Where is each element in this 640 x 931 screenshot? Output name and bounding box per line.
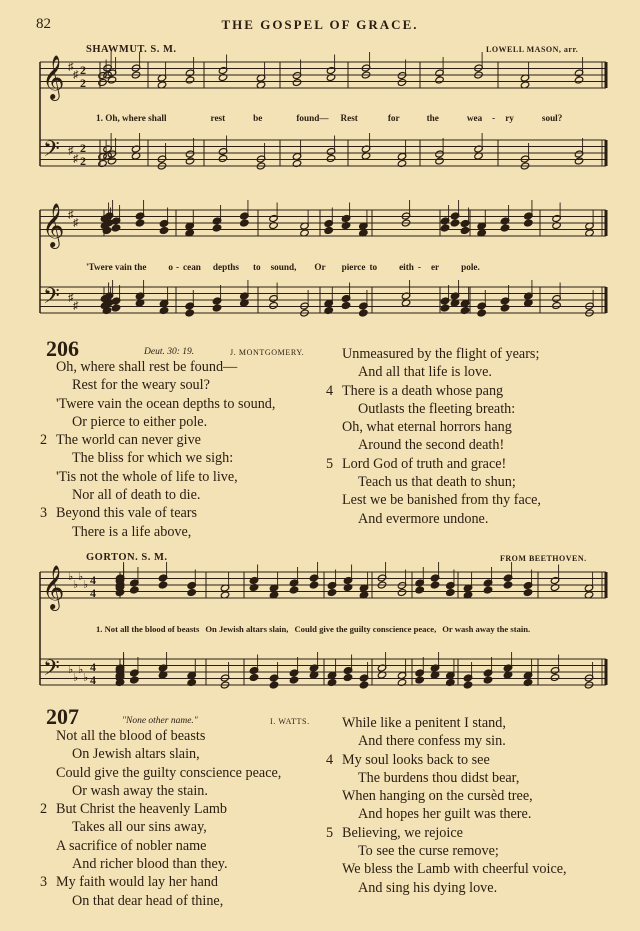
- note-head: [212, 224, 221, 232]
- verse-text: Takes all our sins away,: [72, 819, 207, 836]
- verse-line: [342, 436, 541, 454]
- note-head: [500, 304, 509, 312]
- lyric-syllable: ry: [505, 113, 514, 123]
- verse-line: [56, 764, 281, 782]
- stanza-number: 3: [40, 874, 48, 891]
- lyric-syllable: -: [417, 262, 421, 272]
- verse-line: [342, 510, 541, 528]
- lyric-syllable: pole.: [461, 262, 480, 272]
- lyric-syllable: sound,: [270, 262, 297, 272]
- lyric-syllable: cean: [183, 262, 201, 272]
- verse-line: [342, 345, 541, 363]
- gorton-lyrics: [96, 624, 530, 634]
- verse-line: [56, 782, 281, 800]
- lyric-syllable: to: [369, 262, 378, 272]
- verse-line: [56, 486, 275, 504]
- verse-text: When hanging on the cursèd tree,: [342, 788, 533, 805]
- verse-text: 'Twere vain the ocean depths to sound,: [56, 395, 276, 412]
- note-head: [187, 589, 196, 597]
- verse-line: [56, 468, 275, 486]
- verse-text: Beyond this vale of tears: [56, 505, 198, 522]
- lyric-syllable: for: [387, 113, 400, 123]
- note-head: [185, 157, 194, 165]
- bass-clef: 𝄢: [43, 284, 60, 313]
- note-head: [309, 581, 318, 589]
- note-head: [415, 586, 424, 594]
- verse-text: Teach us that death to shun;: [358, 474, 516, 491]
- verse-text: Lord God of truth and grace!: [342, 455, 507, 472]
- stanza-number: 3: [40, 505, 48, 522]
- time-signature: 2: [80, 76, 86, 90]
- note-head: [477, 309, 486, 317]
- note-head: [218, 155, 227, 163]
- bass-clef: 𝄢: [43, 656, 60, 685]
- verse-text: There is a death whose pang: [342, 382, 504, 399]
- tune-composer-gorton: FROM BEETHOVEN.: [500, 554, 587, 563]
- verse-text: The burdens thou didst bear,: [358, 769, 520, 786]
- page-number: 82: [36, 16, 51, 32]
- note-head: [135, 219, 144, 227]
- verse-text: And richer blood than they.: [72, 856, 228, 873]
- note-head: [269, 302, 278, 310]
- hymn-206-reference: Deut. 30: 19.: [144, 347, 195, 357]
- time-signature: 4: [90, 586, 96, 600]
- verse-line: [56, 413, 275, 431]
- tune-name-gorton: GORTON. S. M.: [86, 552, 168, 563]
- hymn-206-author: J. MONTGOMERY.: [230, 348, 305, 357]
- verse-line: [342, 418, 541, 436]
- verse-line: [342, 787, 567, 805]
- verse-text: 'Tis not the whole of life to live,: [56, 468, 238, 485]
- key-signature: ♯: [68, 61, 74, 73]
- stanza-number: 4: [326, 382, 334, 399]
- lyric-syllable: Or wash away the stain.: [442, 624, 531, 634]
- hymn-207-right-column: [326, 714, 567, 897]
- verse-line: [56, 358, 275, 376]
- note-head: [324, 227, 333, 235]
- verse-line: [326, 455, 541, 473]
- lyric-syllable: 1. Not all the blood of beasts: [96, 624, 200, 634]
- verse-text: But Christ the heavenly Lamb: [56, 801, 228, 818]
- verse-text: Believing, we rejoice: [342, 824, 463, 841]
- verse-text: While like a penitent I stand,: [342, 715, 506, 731]
- note-head: [212, 304, 221, 312]
- shawmut-lyrics-1: [96, 113, 562, 123]
- verse-text: To see the curse remove;: [358, 843, 499, 860]
- verse-line: [56, 395, 275, 413]
- key-signature: ♯: [73, 217, 79, 229]
- verse-line: [342, 842, 567, 860]
- time-signature: 4: [90, 573, 96, 587]
- verse-line: [56, 855, 281, 873]
- verse-line: [342, 473, 541, 491]
- note-head: [463, 681, 472, 689]
- verse-line: [342, 491, 541, 509]
- key-signature: ♭: [78, 571, 84, 583]
- verse-text: Not all the blood of beasts: [56, 728, 206, 744]
- lyric-syllable: eith: [399, 262, 414, 272]
- treble-clef: 𝄞: [42, 567, 65, 609]
- key-signature: ♯: [68, 209, 74, 221]
- verse-text: Could give the guilty conscience peace,: [56, 764, 282, 781]
- note-head: [503, 581, 512, 589]
- note-head: [574, 157, 583, 165]
- note-head: [343, 674, 352, 682]
- lyric-syllable: rest: [210, 113, 226, 123]
- verse-line: [56, 449, 275, 467]
- verse-text: Or pierce to either pole.: [72, 413, 208, 430]
- time-signature: 2: [80, 63, 86, 77]
- verse-text: And evermore undone.: [358, 510, 489, 527]
- verse-line: [342, 363, 541, 381]
- running-title: THE GOSPEL OF GRACE.: [221, 17, 419, 32]
- stanza-number: 4: [326, 751, 334, 768]
- verse-line: [326, 382, 541, 400]
- bass-clef: 𝄢: [43, 137, 60, 166]
- note-head: [359, 681, 368, 689]
- verse-text: Nor all of death to die.: [72, 487, 201, 504]
- key-signature: ♯: [73, 153, 79, 165]
- verse-line: [56, 818, 281, 836]
- note-head: [292, 79, 301, 87]
- verse-text: Around the second death!: [358, 437, 505, 454]
- verse-text: The world can never give: [56, 432, 201, 449]
- verse-line: [40, 873, 281, 891]
- verse-text: We bless the Lamb with cheerful voice,: [342, 861, 567, 878]
- note-head: [435, 76, 444, 84]
- note-head: [523, 589, 532, 597]
- key-signature: ♭: [83, 672, 89, 684]
- note-head: [159, 227, 168, 235]
- shawmut-lyrics-2: [86, 262, 480, 272]
- verse-line: [342, 879, 567, 897]
- verse-text: Or wash away the stain.: [72, 782, 208, 799]
- note-head: [500, 224, 509, 232]
- hymn-207-author: I. WATTS.: [270, 717, 310, 726]
- verse-line: [56, 892, 281, 910]
- note-head: [440, 304, 449, 312]
- verse-text: Oh, what eternal horrors hang: [342, 419, 512, 436]
- lyric-syllable: soul?: [541, 113, 563, 123]
- verse-line: [56, 745, 281, 763]
- lyric-syllable: -: [492, 113, 496, 123]
- stanza-number: 5: [326, 455, 334, 472]
- note-head: [440, 224, 449, 232]
- lyric-syllable: -: [175, 262, 180, 272]
- note-head: [415, 676, 424, 684]
- note-head: [460, 227, 469, 235]
- note-head: [289, 586, 298, 594]
- key-signature: ♯: [68, 292, 74, 304]
- note-head: [130, 676, 139, 684]
- lyric-syllable: wea: [466, 113, 483, 123]
- verse-line: [342, 714, 567, 732]
- verse-line: [56, 727, 281, 745]
- verse-line: [40, 504, 275, 522]
- verse-text: And hopes her guilt was there.: [358, 806, 532, 823]
- note-head: [158, 581, 167, 589]
- verse-text: On Jewish altars slain,: [72, 746, 200, 763]
- stanza-number: 2: [40, 432, 48, 449]
- lyric-syllable: to: [252, 262, 261, 272]
- note-head: [185, 309, 194, 317]
- stanza-number: 2: [40, 801, 48, 818]
- hymn-number-207: 207: [46, 704, 79, 729]
- lyric-syllable: er: [430, 262, 440, 272]
- lyric-syllable: Could give the guilty conscience peace,: [294, 624, 437, 634]
- lyric-syllable: On Jewish altars slain,: [205, 624, 289, 634]
- note-head: [574, 76, 583, 84]
- lyric-syllable: depths: [212, 262, 239, 272]
- verse-text: Outlasts the fleeting breath:: [358, 400, 516, 417]
- verse-line: [56, 376, 275, 394]
- note-head: [446, 589, 455, 597]
- note-head: [289, 676, 298, 684]
- verse-line: [56, 523, 275, 541]
- verse-line: [326, 824, 567, 842]
- note-head: [483, 676, 492, 684]
- lyric-syllable: 'Twere vain the: [86, 262, 147, 272]
- lyric-syllable: pierce: [341, 262, 366, 272]
- note-head: [483, 586, 492, 594]
- time-signature: 2: [80, 154, 86, 168]
- treble-clef: 𝄞: [42, 205, 65, 247]
- verse-line: [326, 751, 567, 769]
- key-signature: ♭: [73, 672, 79, 684]
- tune-name-shawmut: SHAWMUT. S. M.: [86, 44, 177, 55]
- time-signature: 4: [90, 673, 96, 687]
- note-head: [269, 681, 278, 689]
- note-head: [397, 589, 406, 597]
- stanza-number: 5: [326, 824, 334, 841]
- note-head: [435, 157, 444, 165]
- verse-text: Lest we be banished from thy face,: [342, 492, 541, 509]
- hymn-number-206: 206: [46, 336, 79, 361]
- hymn-206-left-column: [40, 358, 276, 541]
- note-head: [359, 309, 368, 317]
- hymn-207-reference: "None other name.": [122, 716, 198, 726]
- key-signature: ♭: [73, 579, 79, 591]
- tune-composer-shawmut: LOWELL MASON, arr.: [486, 45, 579, 54]
- key-signature: ♯: [73, 300, 79, 312]
- verse-text: Rest for the weary soul?: [72, 377, 210, 394]
- verse-line: [40, 431, 275, 449]
- note-head: [327, 589, 336, 597]
- note-head: [98, 79, 107, 87]
- verse-line: [342, 400, 541, 418]
- verse-text: A sacrifice of nobler name: [56, 837, 207, 854]
- key-signature: ♯: [68, 145, 74, 157]
- verse-text: And there confess my sin.: [358, 733, 506, 750]
- note-head: [341, 302, 350, 310]
- note-head: [240, 219, 249, 227]
- note-head: [111, 304, 120, 312]
- key-signature: ♯: [73, 69, 79, 81]
- hymn-207-left-column: [40, 727, 282, 910]
- note-head: [550, 674, 559, 682]
- treble-clef: 𝄞: [42, 57, 65, 99]
- lyric-syllable: Or: [314, 262, 326, 272]
- key-signature: ♭: [78, 664, 84, 676]
- verse-line: [342, 860, 567, 878]
- note-head: [450, 219, 459, 227]
- note-head: [249, 674, 258, 682]
- verse-line: [56, 837, 281, 855]
- note-head: [430, 581, 439, 589]
- verse-text: And all that life is love.: [358, 364, 492, 381]
- verse-text: On that dear head of thine,: [72, 892, 224, 909]
- verse-text: And sing his dying love.: [358, 879, 498, 896]
- note-head: [111, 224, 120, 232]
- lyric-syllable: be: [253, 113, 263, 123]
- verse-text: The bliss for which we sigh:: [72, 450, 234, 467]
- hymn-206-right-column: [326, 345, 541, 528]
- key-signature: ♭: [68, 571, 74, 583]
- time-signature: 4: [90, 660, 96, 674]
- verse-line: [40, 800, 281, 818]
- note-head: [524, 219, 533, 227]
- lyric-syllable: the: [426, 113, 439, 123]
- lyric-syllable: 1. Oh, where shall: [96, 113, 167, 123]
- key-signature: ♭: [68, 664, 74, 676]
- lyric-syllable: o: [168, 262, 173, 272]
- verse-line: [342, 769, 567, 787]
- lyric-syllable: found—: [296, 113, 329, 123]
- note-head: [130, 586, 139, 594]
- note-head: [552, 302, 561, 310]
- verse-text: There is a life above,: [72, 523, 192, 540]
- note-head: [185, 76, 194, 84]
- verse-text: My faith would lay her hand: [56, 874, 218, 891]
- verse-text: My soul looks back to see: [342, 751, 490, 768]
- verse-line: [342, 805, 567, 823]
- key-signature: ♭: [83, 579, 89, 591]
- note-head: [397, 79, 406, 87]
- lyric-syllable: Rest: [340, 113, 358, 123]
- verse-line: [342, 732, 567, 750]
- note-head: [326, 155, 335, 163]
- time-signature: 2: [80, 141, 86, 155]
- verse-text: Oh, where shall rest be found—: [56, 359, 238, 375]
- verse-text: Unmeasured by the flight of years;: [342, 346, 540, 362]
